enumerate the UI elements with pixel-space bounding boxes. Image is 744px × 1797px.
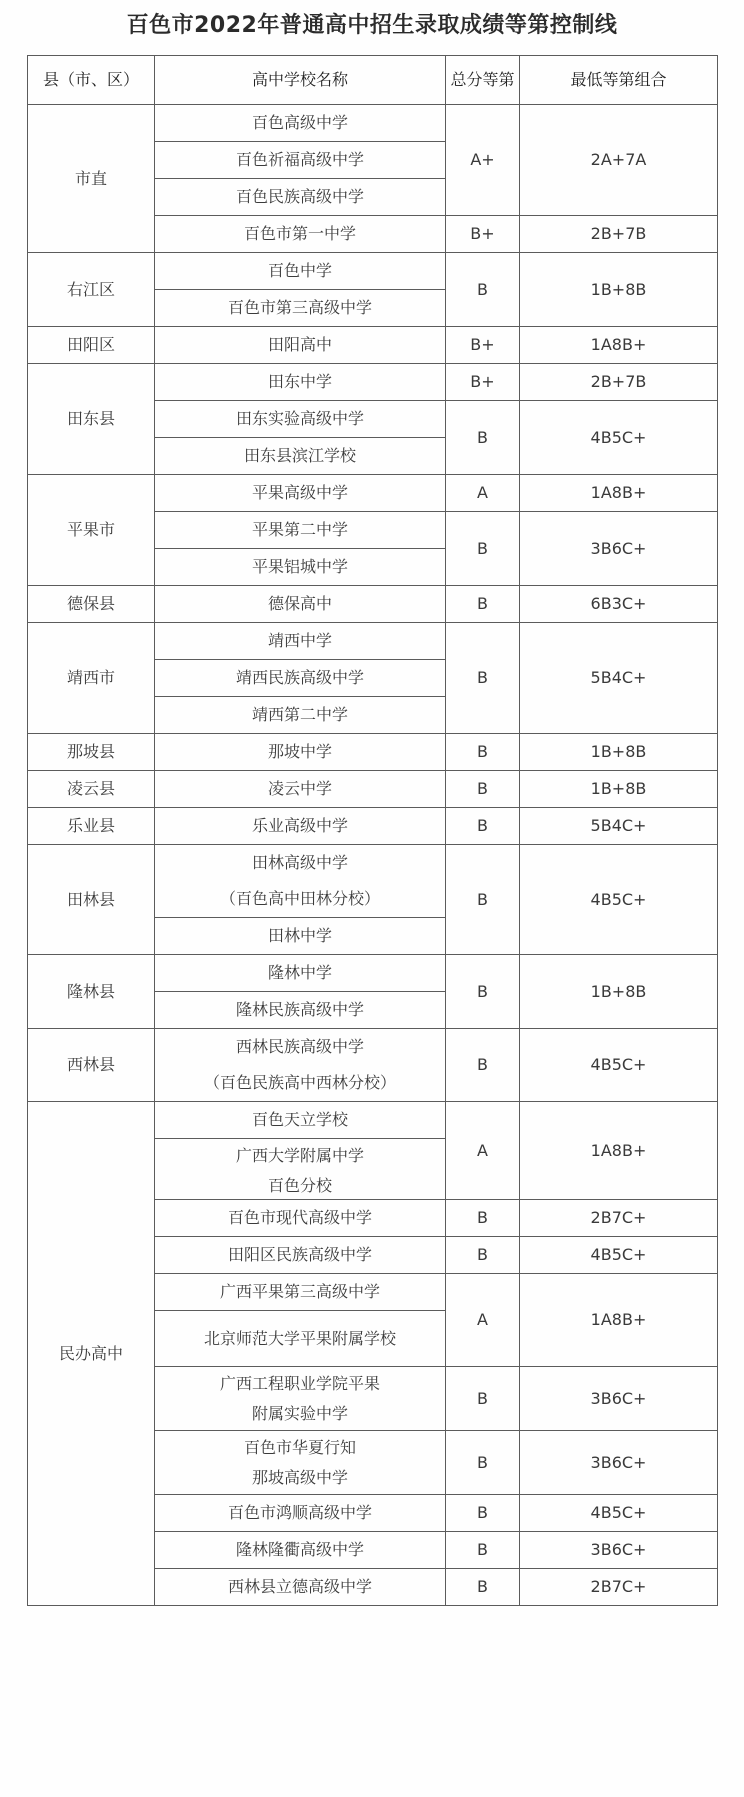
- school-cell: 百色民族高级中学: [155, 179, 446, 216]
- school-cell: 田林中学: [155, 918, 446, 955]
- school-cell: 隆林中学: [155, 955, 446, 992]
- county-cell: 田东县: [28, 364, 155, 475]
- school-cell: 凌云中学: [155, 771, 446, 808]
- min-combo-cell: 1B+8B: [520, 955, 718, 1029]
- table-row: [28, 253, 718, 290]
- min-combo-cell: 5B4C+: [520, 623, 718, 734]
- school-name-line: 附属实验中学: [251, 1403, 348, 1423]
- total-grade-cell: B+: [446, 216, 520, 253]
- school-cell: [155, 1367, 446, 1431]
- school-cell: 德保高中: [155, 586, 446, 623]
- total-grade-cell: A: [446, 1102, 520, 1200]
- school-cell: 百色祈福高级中学: [155, 142, 446, 179]
- total-grade-cell: B: [446, 1569, 520, 1606]
- school-cell: 百色市第一中学: [155, 216, 446, 253]
- min-combo-cell: 4B5C+: [520, 1495, 718, 1532]
- school-cell: 百色天立学校: [155, 1102, 446, 1139]
- min-combo-cell: 3B6C+: [520, 1431, 718, 1495]
- school-cell: 西林县立德高级中学: [155, 1569, 446, 1606]
- total-grade-cell: B: [446, 1367, 520, 1431]
- total-grade-cell: B: [446, 1200, 520, 1237]
- min-combo-cell: 2B7C+: [520, 1200, 718, 1237]
- min-combo-cell: 6B3C+: [520, 586, 718, 623]
- min-combo-cell: 3B6C+: [520, 512, 718, 586]
- school-name-line: 田林高级中学: [251, 853, 348, 872]
- total-grade-cell: B: [446, 771, 520, 808]
- school-cell: 乐业高级中学: [155, 808, 446, 845]
- total-grade-cell: B: [446, 955, 520, 1029]
- header-min-combo: 最低等第组合: [520, 56, 718, 105]
- school-cell: 田东实验高级中学: [155, 401, 446, 438]
- table-row: [28, 734, 718, 771]
- county-cell: 靖西市: [28, 623, 155, 734]
- school-cell: 隆林民族高级中学: [155, 992, 446, 1029]
- school-cell: [155, 845, 446, 918]
- school-cell: [155, 1139, 446, 1200]
- table-header-row: [28, 56, 718, 105]
- header-county: 县（市、区）: [28, 56, 155, 105]
- school-cell: 百色市现代高级中学: [155, 1200, 446, 1237]
- table-row: [28, 771, 718, 808]
- total-grade-cell: B: [446, 1495, 520, 1532]
- table-row: [28, 1102, 718, 1139]
- county-cell: 凌云县: [28, 771, 155, 808]
- table-row: [28, 327, 718, 364]
- school-cell: 百色市第三高级中学: [155, 290, 446, 327]
- school-name-line: 广西大学附属中学: [235, 1146, 364, 1165]
- school-cell: 田东中学: [155, 364, 446, 401]
- county-cell: 德保县: [28, 586, 155, 623]
- county-cell: 民办高中: [28, 1102, 155, 1606]
- total-grade-cell: B: [446, 845, 520, 955]
- total-grade-cell: B: [446, 1431, 520, 1495]
- total-grade-cell: B: [446, 253, 520, 327]
- school-cell: 靖西第二中学: [155, 697, 446, 734]
- total-grade-cell: B: [446, 401, 520, 475]
- table-row: [28, 586, 718, 623]
- min-combo-cell: 1B+8B: [520, 734, 718, 771]
- table-row: [28, 845, 718, 918]
- total-grade-cell: A: [446, 1274, 520, 1367]
- table-row: [28, 808, 718, 845]
- school-name-line: 西林民族高级中学: [235, 1037, 364, 1056]
- school-cell: 百色中学: [155, 253, 446, 290]
- school-name-line: 那坡高级中学: [251, 1467, 348, 1487]
- school-cell: 百色高级中学: [155, 105, 446, 142]
- school-cell: 广西平果第三高级中学: [155, 1274, 446, 1311]
- table-row: [28, 1029, 718, 1102]
- min-combo-cell: 3B6C+: [520, 1532, 718, 1569]
- page-title: 百色市2022年普通高中招生录取成绩等第控制线: [126, 13, 618, 38]
- total-grade-cell: B+: [446, 327, 520, 364]
- min-combo-cell: 4B5C+: [520, 1237, 718, 1274]
- header-school: 高中学校名称: [155, 56, 446, 105]
- school-cell: 平果高级中学: [155, 475, 446, 512]
- table-row: [28, 955, 718, 992]
- total-grade-cell: A: [446, 475, 520, 512]
- min-combo-cell: 4B5C+: [520, 401, 718, 475]
- total-grade-cell: B: [446, 1532, 520, 1569]
- min-combo-cell: 1A8B+: [520, 475, 718, 512]
- school-name-line: 广西工程职业学院平果: [219, 1373, 380, 1393]
- school-cell: 百色市鸿顺高级中学: [155, 1495, 446, 1532]
- county-cell: 那坡县: [28, 734, 155, 771]
- county-cell: 乐业县: [28, 808, 155, 845]
- school-name-line: 百色分校: [267, 1176, 332, 1195]
- total-grade-cell: B: [446, 1029, 520, 1102]
- county-cell: 隆林县: [28, 955, 155, 1029]
- min-combo-cell: 2B+7B: [520, 216, 718, 253]
- school-name-line: （百色高中田林分校）: [219, 889, 380, 908]
- total-grade-cell: B: [446, 734, 520, 771]
- school-cell: [155, 1029, 446, 1102]
- total-grade-cell: B: [446, 623, 520, 734]
- total-grade-cell: A+: [446, 105, 520, 216]
- min-combo-cell: 1A8B+: [520, 1274, 718, 1367]
- table-row: [28, 105, 718, 142]
- total-grade-cell: B: [446, 808, 520, 845]
- min-combo-cell: 1B+8B: [520, 771, 718, 808]
- school-cell: 田阳区民族高级中学: [155, 1237, 446, 1274]
- county-cell: 田阳区: [28, 327, 155, 364]
- total-grade-cell: B+: [446, 364, 520, 401]
- county-cell: 田林县: [28, 845, 155, 955]
- school-cell: 平果第二中学: [155, 512, 446, 549]
- school-cell: 隆林隆衢高级中学: [155, 1532, 446, 1569]
- table-row: [28, 623, 718, 660]
- school-cell: 那坡中学: [155, 734, 446, 771]
- total-grade-cell: B: [446, 586, 520, 623]
- county-cell: 市直: [28, 105, 155, 253]
- header-total-grade: 总分等第: [446, 56, 520, 105]
- min-combo-cell: 4B5C+: [520, 1029, 718, 1102]
- school-cell: 田阳高中: [155, 327, 446, 364]
- school-cell: [155, 1431, 446, 1495]
- min-combo-cell: 1A8B+: [520, 1102, 718, 1200]
- total-grade-cell: B: [446, 512, 520, 586]
- min-combo-cell: 2B+7B: [520, 364, 718, 401]
- table-row: [28, 364, 718, 401]
- school-name-line: （百色民族高中西林分校）: [203, 1073, 396, 1092]
- min-combo-cell: 3B6C+: [520, 1367, 718, 1431]
- min-combo-cell: 2A+7A: [520, 105, 718, 216]
- school-cell: 北京师范大学平果附属学校: [155, 1311, 446, 1367]
- table-row: [28, 475, 718, 512]
- county-cell: 西林县: [28, 1029, 155, 1102]
- min-combo-cell: 2B7C+: [520, 1569, 718, 1606]
- school-name-line: 百色市华夏行知: [243, 1437, 356, 1457]
- min-combo-cell: 1B+8B: [520, 253, 718, 327]
- min-combo-cell: 4B5C+: [520, 845, 718, 955]
- school-cell: 靖西中学: [155, 623, 446, 660]
- total-grade-cell: B: [446, 1237, 520, 1274]
- school-cell: 田东县滨江学校: [155, 438, 446, 475]
- school-cell: 平果铝城中学: [155, 549, 446, 586]
- admission-grade-table: [27, 55, 718, 1606]
- county-cell: 右江区: [28, 253, 155, 327]
- min-combo-cell: 5B4C+: [520, 808, 718, 845]
- min-combo-cell: 1A8B+: [520, 327, 718, 364]
- county-cell: 平果市: [28, 475, 155, 586]
- school-cell: 靖西民族高级中学: [155, 660, 446, 697]
